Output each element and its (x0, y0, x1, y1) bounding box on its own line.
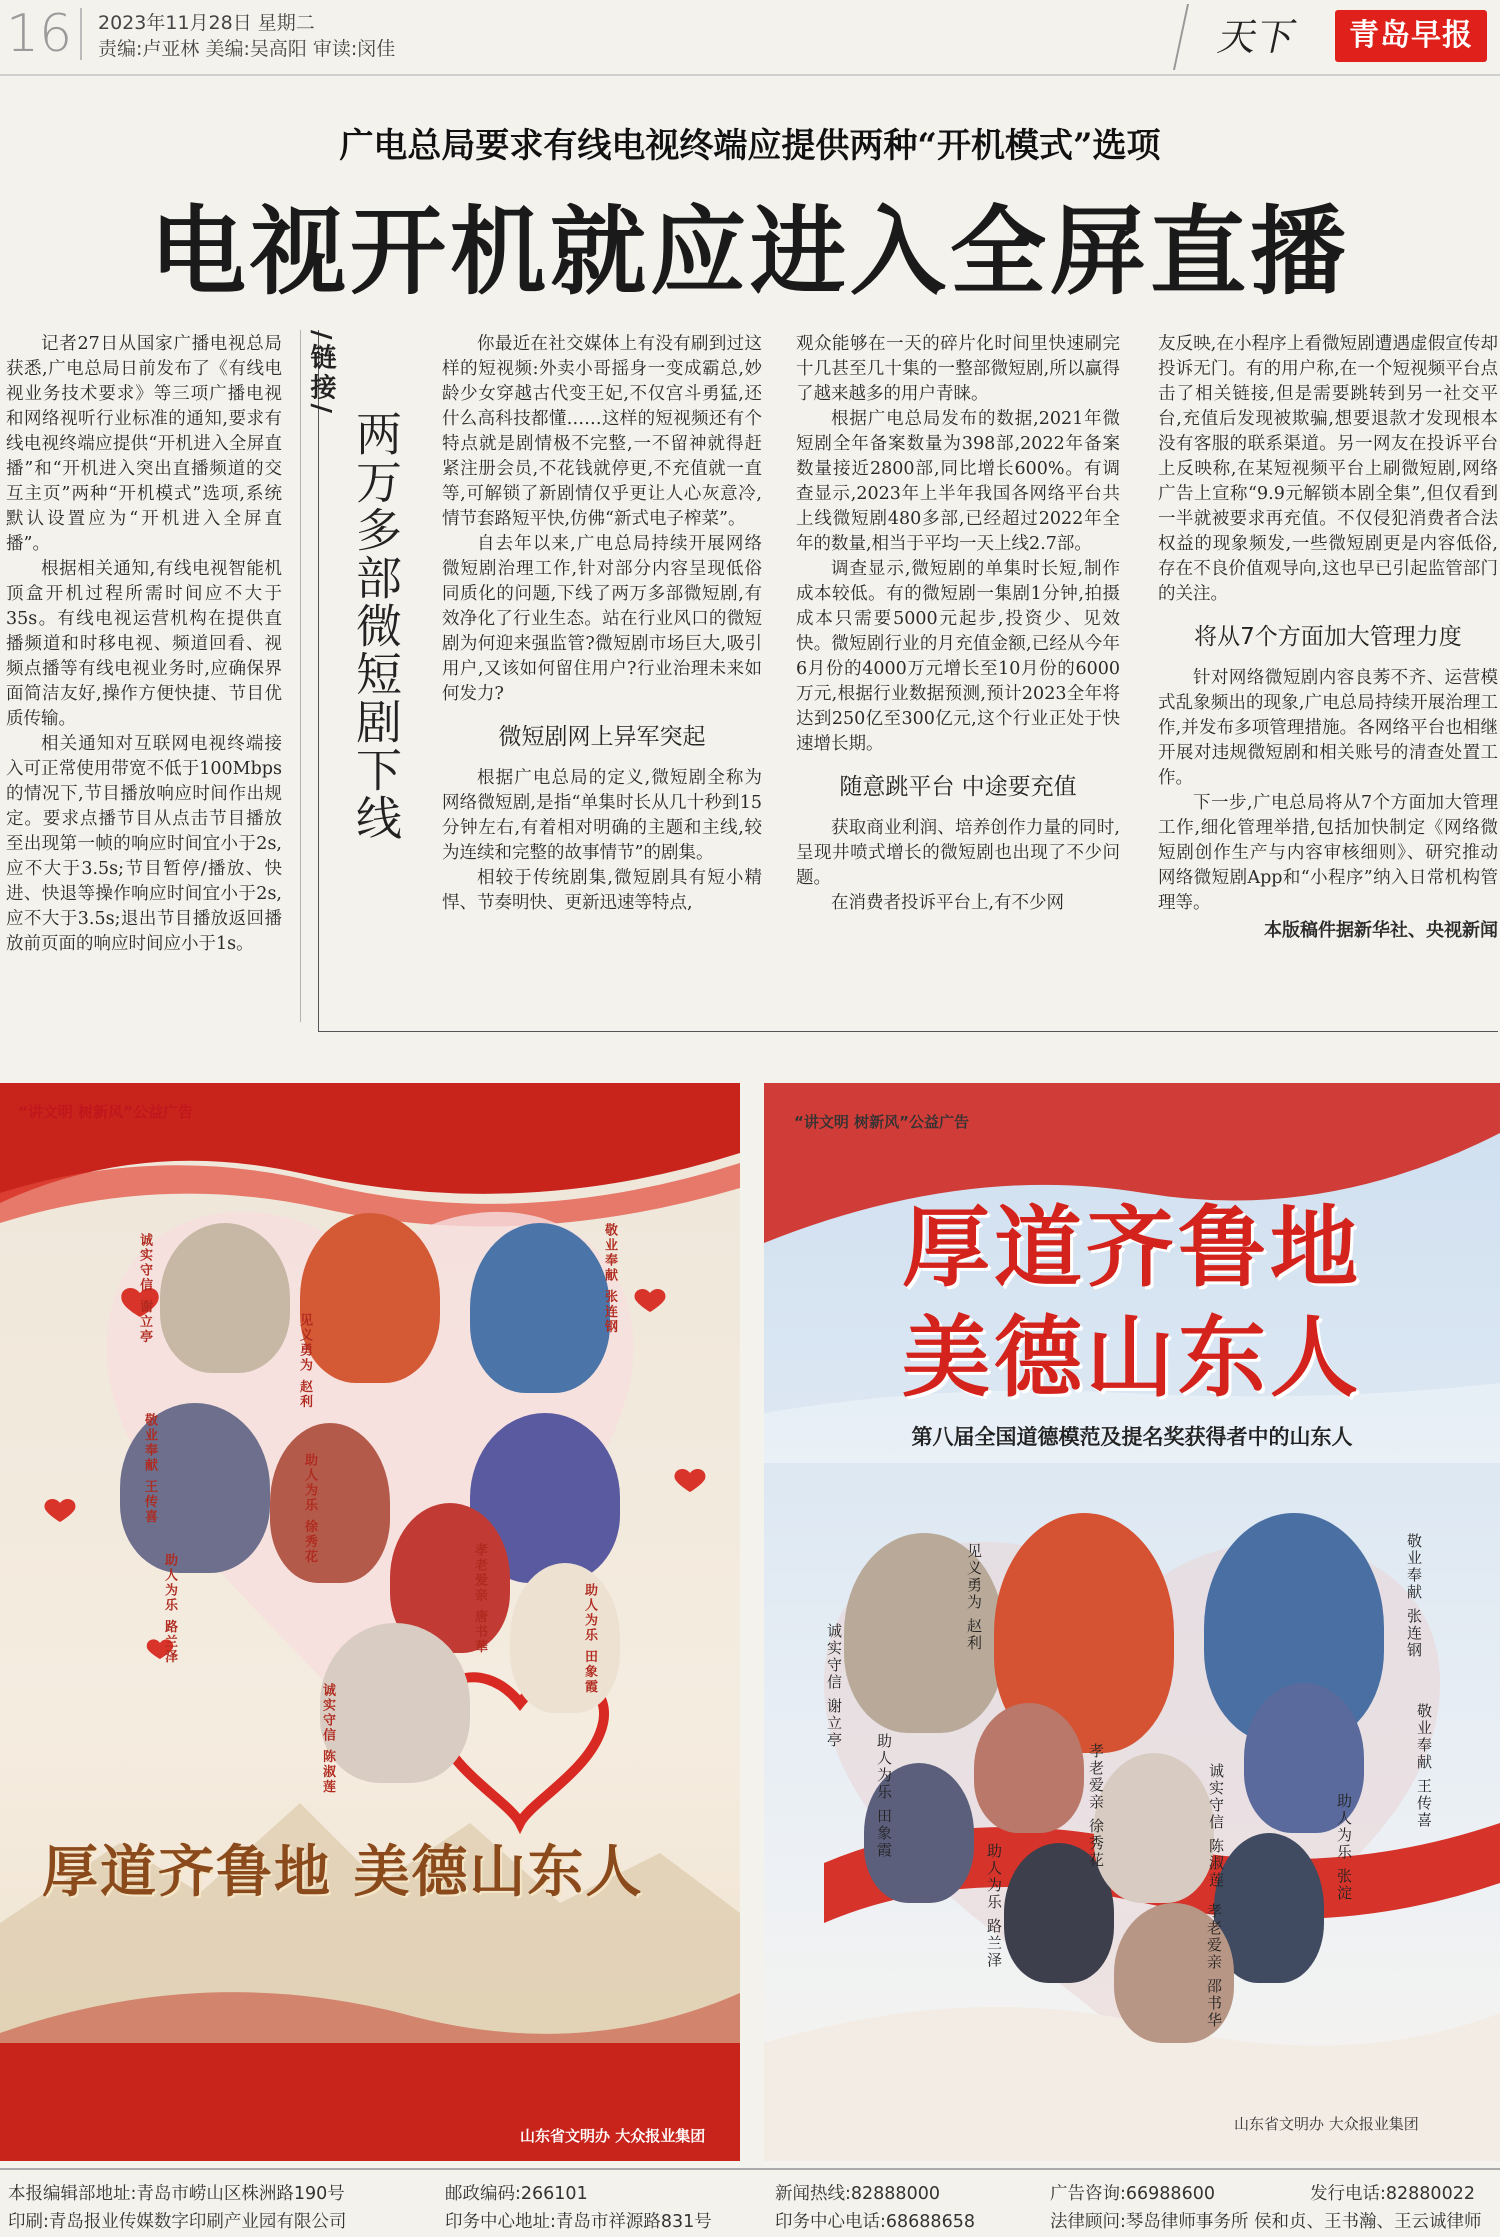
poster-subtitle: 第八届全国道德模范及提名奖获得者中的山东人 (911, 1425, 1353, 1449)
footer-ads: 广告咨询:66988600 (1050, 2184, 1215, 2204)
paragraph: 获取商业利润、培养创作力量的同时,呈现井喷式增长的微短剧也出现了不少问题。 (796, 818, 1120, 888)
sidebar-box-border (318, 330, 319, 1032)
paragraph: 记者27日从国家广播电视总局获悉,广电总局日前发布了《有线电视业务技术要求》等三项广播电视和网络视听行业标准的通知,要求有线电视终端应提供“开机进入全屏直播”和“开机进入突出直播频道的交互主页”两种“开机模式”选项,系统默认设置应为“开机进入全屏直播”。 (6, 334, 282, 554)
public-service-poster-left (0, 1083, 740, 2161)
subheading: 微短剧网上异军突起 (498, 724, 706, 750)
article-column-1 (6, 332, 282, 957)
honoree-caption: 助人为乐 徐秀花 (302, 1453, 317, 1565)
header-divider (80, 8, 82, 60)
portrait-photo (510, 1563, 620, 1713)
honoree-caption: 敬业奉献 王传喜 (1415, 1703, 1433, 1829)
paragraph: 相较于传统剧集,微短剧具有短小精悍、节奏明快、更新迅速等特点, (442, 868, 762, 913)
honoree-caption: 孝老爱亲 徐秀花 (1087, 1743, 1105, 1869)
honoree-caption: 助人为乐 田象霞 (875, 1733, 893, 1859)
editor-credits: 责编:卢亚林 美编:吴高阳 审读:闵佳 (98, 38, 396, 60)
newspaper-logo: 青岛早报 (1335, 10, 1487, 62)
paragraph: 自去年以来,广电总局持续开展网络微短剧治理工作,针对部分内容呈现低俗同质化的问题,下线了两万多部微短剧,有效净化了行业生态。站在行业风口的微短剧为何迎来强监管?微短剧市场巨大,吸引用户,又该如何留住用户?行业治理未来如何发力? (442, 534, 762, 704)
honoree-caption: 诚实守信 陈淑莲 (320, 1683, 335, 1795)
portrait-photo (320, 1623, 470, 1783)
paragraph: 下一步,广电总局将从7个方面加大管理工作,细化管理举措,包括加快制定《网络微短剧创作生产与内容审核细则》、研究推动网络微短剧App和“小程序”纳入日常机构管理等。 (1158, 793, 1498, 913)
footer-hotline: 新闻热线:82888000 (775, 2184, 940, 2204)
article-column-4 (796, 332, 1120, 916)
sidebar-box-border (318, 1031, 1498, 1032)
footer-postcode: 邮政编码:266101 (445, 2184, 588, 2204)
honoree-caption: 诚实守信 谢立亭 (825, 1623, 843, 1749)
link-label: /链接/ (306, 330, 336, 417)
honoree-caption: 孝老爱亲 唐书華 (472, 1543, 487, 1655)
paragraph: 你最近在社交媒体上有没有刷到过这样的短视频:外卖小哥摇身一变成霸总,妙龄少女穿越古代变王妃,不仅宫斗勇猛,还什么高科技都懂……这样的短视频还有个特点就是剧情极不完整,一不留神就得赶紧注册会员,不花钱就停更,不充值就一直等,可解锁了新剧情仅乎更让人心灰意冷,情节套路短平快,仿佛“新式电子榨菜”。 (442, 334, 762, 529)
portrait-photo (300, 1213, 440, 1383)
portrait-photo (974, 1703, 1084, 1833)
footer-rule (0, 2168, 1500, 2170)
honoree-caption: 助人为乐 路兰泽 (162, 1553, 177, 1665)
paragraph: 根据广电总局发布的数据,2021年微短剧全年备案数量为398部,2022年备案数量接近2800部,同比增长600%。有调查显示,2023年上半年我国各网络平台共上线微短剧480多部,已经超过2022年全年的数量,相当于平均一天上线2.7部。 (796, 409, 1120, 554)
poster-title-line1: 厚道齐鲁地 (901, 1196, 1362, 1299)
honoree-caption: 见义勇为 赵利 (297, 1313, 312, 1410)
poster-title: 厚道齐鲁地 美德山东人 (42, 1840, 644, 1905)
article-column-5 (1158, 332, 1498, 943)
honoree-caption: 敬业奉献 张连钢 (602, 1223, 617, 1335)
honoree-caption: 敬业奉献 王传喜 (142, 1413, 157, 1525)
subheading: 随意跳平台 中途要充值 (839, 774, 1077, 800)
portrait-photo (470, 1223, 610, 1393)
poster-slogan: “讲文明 树新风”公益广告 (18, 1103, 193, 1121)
footer-print-center: 印务中心地址:青岛市祥源路831号 (445, 2212, 712, 2232)
honoree-caption: 助人为乐 张淀 (1335, 1793, 1353, 1902)
kicker-headline: 广电总局要求有线电视终端应提供两种“开机模式”选项 (339, 126, 1161, 166)
footer-address: 本报编辑部地址:青岛市崂山区株洲路190号 (8, 2184, 345, 2204)
paragraph: 调查显示,微短剧的单集时长短,制作成本较低。有的微短剧一集剧1分钟,拍摄成本只需要5000元起步,投资少、见效快。微短剧行业的月充值金额,已经从今年6月份的4000万元增长至10月份的6000万元,根据行业数据预测,预计2023全年将达到250亿至300亿元,这个行业正处于快速增长期。 (796, 559, 1120, 754)
issue-date: 2023年11月28日 星期二 (98, 12, 315, 34)
honoree-caption: 敬业奉献 张连钢 (1405, 1533, 1423, 1659)
portrait-photo (160, 1223, 290, 1373)
subheading: 将从7个方面加大管理力度 (1194, 624, 1462, 650)
honoree-caption: 助人为乐 田象霞 (582, 1583, 597, 1695)
honoree-caption: 诚实守信 谢立亭 (137, 1233, 152, 1345)
footer-distribution: 发行电话:82880022 (1310, 2184, 1475, 2204)
paragraph: 根据广电总局的定义,微短剧全称为网络微短剧,是指“单集时长从几十秒到15分钟左右,有着相对明确的主题和主线,较为连续和完整的故事情节”的剧集。 (442, 768, 762, 863)
poster-sponsor: 山东省文明办 大众报业集团 (520, 2127, 706, 2145)
public-service-poster-right (764, 1083, 1500, 2161)
footer-print-phone: 印务中心电话:68688658 (775, 2212, 975, 2232)
paragraph: 针对网络微短剧内容良莠不齐、运营模式乱象频出的现象,广电总局持续开展治理工作,并发布多项管理措施。各网络平台也相继开展对违规微短剧和相关账号的清查处置工作。 (1158, 668, 1498, 788)
paragraph: 根据相关通知,有线电视智能机顶盒开机过程所需时间应不大于35s。有线电视运营机构在提供直播频道和时移电视、频道回看、视频点播等有线电视业务时,应确保界面简洁友好,操作方便快捷、节目优质传输。 (6, 559, 282, 729)
honoree-caption: 诚实守信 陈淑莲 (1207, 1763, 1225, 1889)
footer-printer: 印刷:青岛报业传媒数字印刷产业园有限公司 (8, 2212, 347, 2232)
paragraph: 友反映,在小程序上看微短剧遭遇虚假宣传却投诉无门。有的用户称,在一个短视频平台点击了相关链接,但是需要跳转到另一社交平台,充值后发现被欺骗,想要退款才发现根本没有客服的联系渠道。另一网友在投诉平台上反映称,在某短视频平台上刷微短剧,网络广告上宣称“9.9元解锁本剧全集”,但仅看到一半就被要求再充值。不仅侵犯消费者合法权益的现象频发,一些微短剧更是内容低俗,存在不良价值观导向,这也早已引起监管部门的关注。 (1158, 334, 1498, 604)
header-rule (0, 74, 1500, 76)
honoree-caption: 孝老爱亲 邵书华 (1205, 1903, 1223, 2029)
main-headline: 电视开机就应进入全屏直播 (150, 196, 1350, 308)
footer-legal: 法律顾问:琴岛律师事务所 侯和贞、王书瀚、王云诚律师 (1050, 2212, 1482, 2232)
poster-title-line2: 美德山东人 (901, 1306, 1362, 1409)
honoree-caption: 助人为乐 路兰泽 (985, 1843, 1003, 1969)
article-column-3 (442, 332, 762, 916)
source-credit: 本版稿件据新华社、央视新闻 (1264, 920, 1498, 941)
section-label: 天下 (1173, 4, 1339, 70)
portrait-photo (270, 1423, 390, 1583)
paragraph: 在消费者投诉平台上,有不少网 (831, 893, 1065, 913)
sidebar-headline: 两万多部微短剧下线 (349, 410, 403, 842)
poster-sponsor: 山东省文明办 大众报业集团 (1234, 2115, 1419, 2133)
paragraph: 相关通知对互联网电视终端接入可正常使用带宽不低于100Mbps的情况下,节目播放响应时间作出规定。要求点播节目从点击节目播放至出现第一帧的响应时间宜小于2s,应不大于3.5s;节目暂停/播放、快进、快退等操作响应时间宜小于2s,应不大于3.5s;退出节目播放返回播放前页面的响应时间应小于1s。 (6, 734, 282, 954)
honoree-caption: 见义勇为 赵利 (965, 1543, 983, 1652)
poster-slogan: “讲文明 树新风”公益广告 (794, 1113, 969, 1131)
column-divider (300, 330, 301, 1022)
paragraph: 观众能够在一天的碎片化时间里快速刷完十几甚至几十集的一整部微短剧,所以赢得了越来越多的用户青睐。 (796, 334, 1120, 404)
portrait-photo (1094, 1753, 1214, 1903)
page-number: 16 (6, 4, 73, 64)
